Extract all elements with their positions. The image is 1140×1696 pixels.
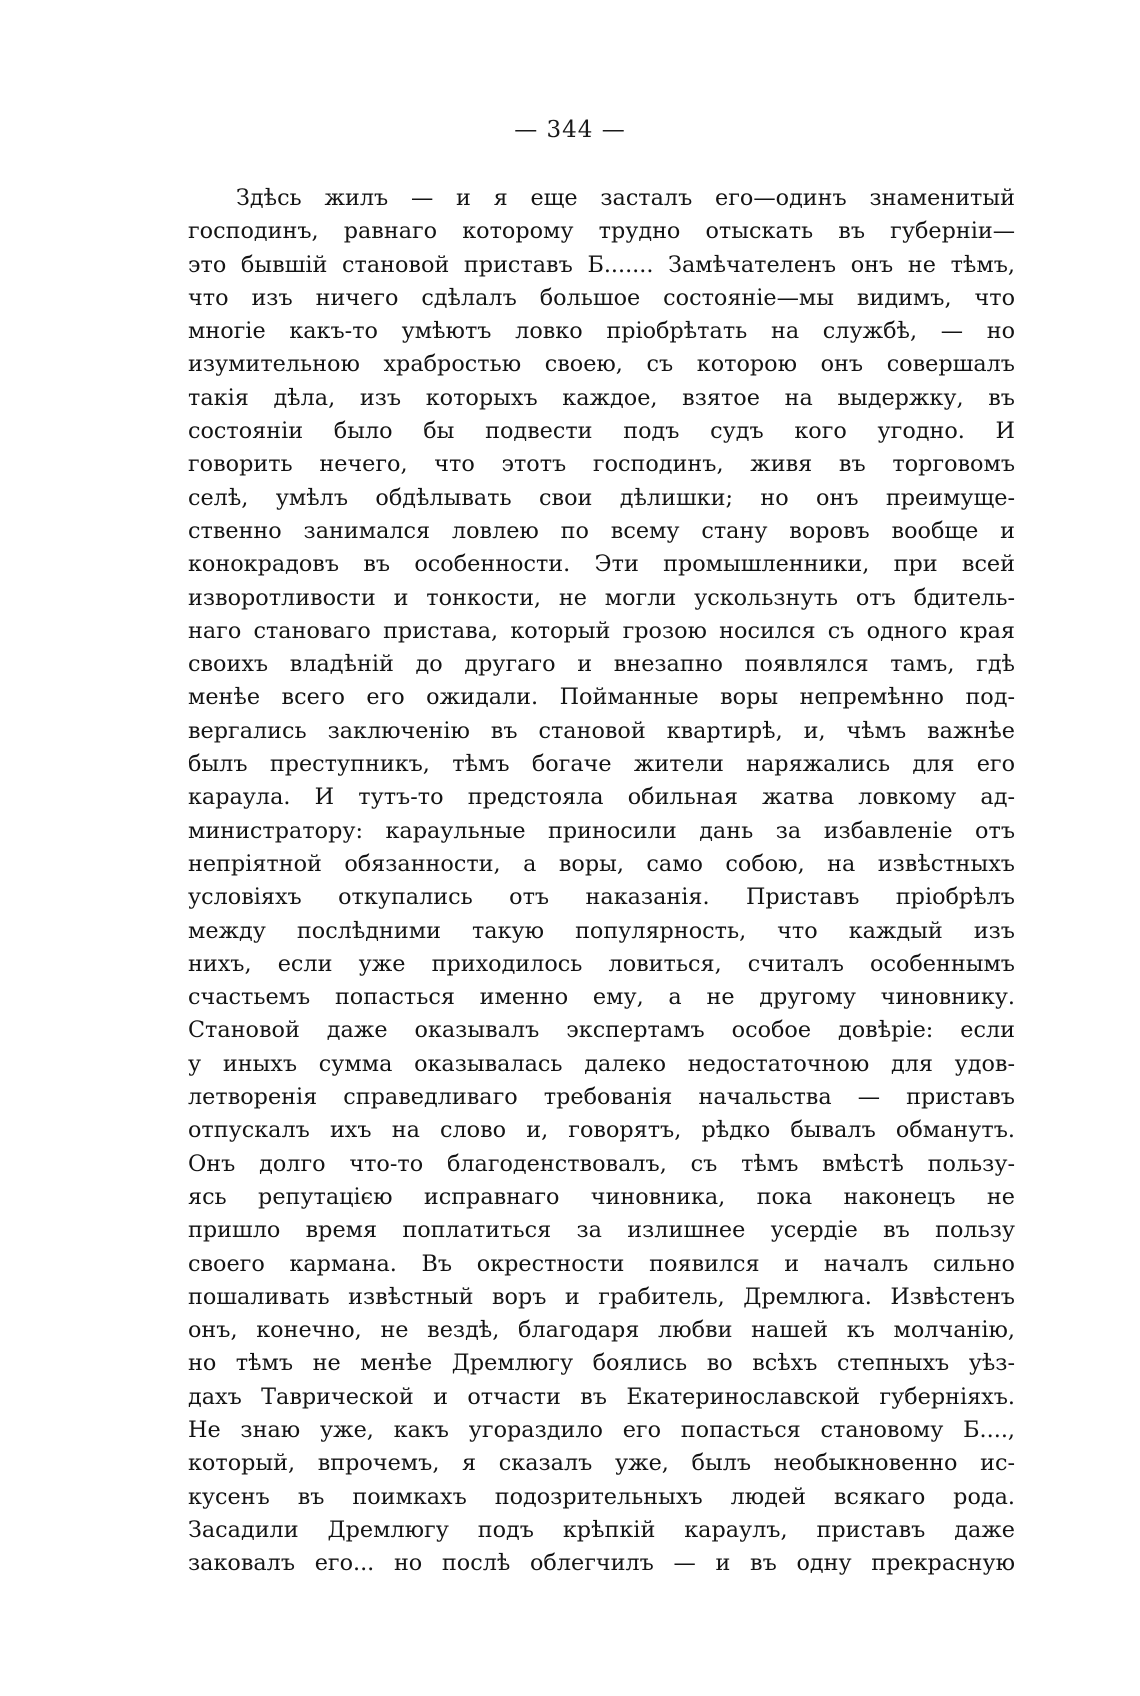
text-line: кусенъ въ поимкахъ подозрительныхъ людей всякаго рода. xyxy=(188,1483,1015,1510)
text-line: Засадили Дремлюгу подъ крѣпкій караулъ, приставъ даже xyxy=(188,1516,1015,1543)
text-line: ственно занимался ловлею по всему стану воровъ вообще и xyxy=(188,517,1015,544)
text-line: это бывшій становой приставъ Б....... Замѣчателенъ онъ не тѣмъ, xyxy=(188,251,1015,278)
text-line: условіяхъ откупались отъ наказанія. Приставъ пріобрѣлъ xyxy=(188,884,1015,911)
text-line: ясь репутацією исправнаго чиновника, пока наконецъ не xyxy=(188,1183,1015,1210)
text-line: селѣ, умѣлъ обдѣлывать свои дѣлишки; но онъ преимуще- xyxy=(188,484,1015,511)
text-line: отпускалъ ихъ на слово и, говорятъ, рѣдко бывалъ обманутъ. xyxy=(188,1117,1015,1144)
text-line: былъ преступникъ, тѣмъ богаче жители наряжались для его xyxy=(188,751,1015,778)
text-line: вергались заключенію въ становой квартирѣ, и, чѣмъ важнѣе xyxy=(188,717,1015,744)
page-number: — 344 — xyxy=(514,117,626,143)
text-line: пошаливать извѣстный воръ и грабитель, Дремлюга. Извѣстенъ xyxy=(188,1283,1015,1310)
text-line: который, впрочемъ, я сказалъ уже, былъ необыкновенно ис- xyxy=(188,1450,1015,1477)
text-line: дахъ Таврической и отчасти въ Екатеринославской губерніяхъ. xyxy=(188,1383,1015,1410)
text-line: господинъ, равнаго которому трудно отыскать въ губерніи— xyxy=(188,218,1015,245)
text-line: Онъ долго что-то благоденствовалъ, съ тѣмъ вмѣстѣ пользу- xyxy=(188,1150,1015,1177)
text-line: караула. И тутъ-то предстояла обильная жатва ловкому ад- xyxy=(188,784,1015,811)
text-line: между послѣдними такую популярность, что каждый изъ xyxy=(188,917,1015,944)
text-line: непріятной обязанности, а воры, само собою, на извѣстныхъ xyxy=(188,850,1015,877)
text-line: заковалъ его... но послѣ облегчилъ — и въ одну прекрасную xyxy=(188,1550,1015,1577)
text-line: многіе какъ-то умѣютъ ловко пріобрѣтать на службѣ, — но xyxy=(188,318,1015,345)
text-line: менѣе всего его ожидали. Пойманные воры непремѣнно под- xyxy=(188,684,1015,711)
text-line: летворенія справедливаго требованія начальства — приставъ xyxy=(188,1084,1015,1111)
text-line: онъ, конечно, не вездѣ, благодаря любви нашей къ молчанію, xyxy=(188,1317,1015,1344)
text-line: пришло время поплатиться за излишнее усердіе въ пользу xyxy=(188,1217,1015,1244)
text-line: такія дѣла, изъ которыхъ каждое, взятое на выдержку, въ xyxy=(188,384,1015,411)
text-line: счастьемъ попасться именно ему, а не другому чиновнику. xyxy=(188,984,1015,1011)
paragraph-first-line: Здѣсь жилъ — и я еще засталъ его—одинъ знаменитый xyxy=(236,185,1015,211)
text-line: говорить нечего, что этотъ господинъ, живя въ торговомъ xyxy=(188,451,1015,478)
body-text xyxy=(188,182,1015,1580)
text-line: своихъ владѣній до другаго и внезапно появлялся тамъ, гдѣ xyxy=(188,651,1015,678)
text-line: конокрадовъ въ особенности. Эти промышленники, при всей xyxy=(188,551,1015,578)
text-line: своего кармана. Въ окрестности появился и началъ сильно xyxy=(188,1250,1015,1277)
text-line: что изъ ничего сдѣлалъ большое состояніе—мы видимъ, что xyxy=(188,284,1015,311)
text-line: Не знаю уже, какъ угораздило его попасться становому Б...., xyxy=(188,1416,1015,1443)
text-line: у иныхъ сумма оказывалась далеко недостаточною для удов- xyxy=(188,1050,1015,1077)
text-line: министратору: караульные приносили дань за избавленіе отъ xyxy=(188,817,1015,844)
text-line: наго становаго пристава, который грозою носился съ одного края xyxy=(188,617,1015,644)
text-line: нихъ, если уже приходилось ловиться, считалъ особеннымъ xyxy=(188,950,1015,977)
text-line: но тѣмъ не менѣе Дремлюгу боялись во всѣхъ степныхъ уѣз- xyxy=(188,1350,1015,1377)
text-line: Становой даже оказывалъ экспертамъ особое довѣріе: если xyxy=(188,1017,1015,1044)
text-line: изворотливости и тонкости, не могли ускользнуть отъ бдитель- xyxy=(188,584,1015,611)
text-line: состояніи было бы подвести подъ судъ кого угодно. И xyxy=(188,418,1015,445)
text-line: изумительною храбростью своею, съ которою онъ совершалъ xyxy=(188,351,1015,378)
